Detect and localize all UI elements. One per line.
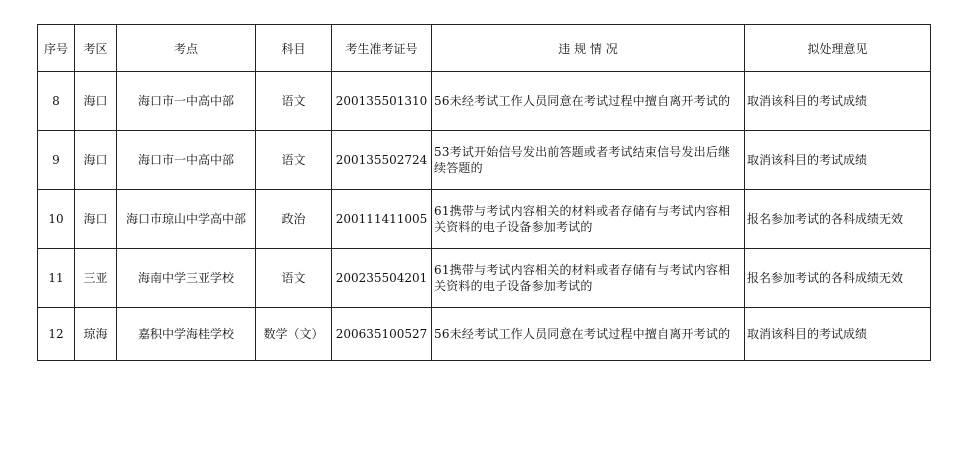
header-exam-site: 考点	[117, 25, 256, 72]
cell-seq: 12	[38, 308, 75, 361]
cell-seq: 9	[38, 131, 75, 190]
cell-seq: 8	[38, 72, 75, 131]
table-row	[38, 131, 931, 190]
cell-exam-area: 三亚	[75, 249, 117, 308]
cell-exam-area: 海口	[75, 72, 117, 131]
table-row	[38, 72, 931, 131]
cell-exam-area: 琼海	[75, 308, 117, 361]
cell-exam-site: 海南中学三亚学校	[117, 249, 256, 308]
table-row	[38, 190, 931, 249]
cell-proposed-action: 取消该科目的考试成绩	[745, 72, 931, 131]
cell-violation: 53考试开始信号发出前答题或者考试结束信号发出后继续答题的	[432, 131, 745, 190]
table-header-row	[38, 25, 931, 72]
cell-ticket-number: 200635100527	[332, 308, 432, 361]
cell-exam-site: 海口市琼山中学高中部	[117, 190, 256, 249]
cell-violation: 61携带与考试内容相关的材料或者存储有与考试内容相关资料的电子设备参加考试的	[432, 190, 745, 249]
cell-violation: 61携带与考试内容相关的材料或者存储有与考试内容相关资料的电子设备参加考试的	[432, 249, 745, 308]
cell-exam-site: 海口市一中高中部	[117, 72, 256, 131]
cell-exam-site: 海口市一中高中部	[117, 131, 256, 190]
cell-exam-area: 海口	[75, 131, 117, 190]
cell-seq: 10	[38, 190, 75, 249]
header-subject: 科目	[256, 25, 332, 72]
cell-ticket-number: 200135501310	[332, 72, 432, 131]
cell-proposed-action: 报名参加考试的各科成绩无效	[745, 190, 931, 249]
cell-subject: 政治	[256, 190, 332, 249]
cell-violation: 56未经考试工作人员同意在考试过程中擅自离开考试的	[432, 308, 745, 361]
header-proposed-action: 拟处理意见	[745, 25, 931, 72]
cell-seq: 11	[38, 249, 75, 308]
cell-ticket-number: 200111411005	[332, 190, 432, 249]
cell-subject: 语文	[256, 249, 332, 308]
cell-proposed-action: 取消该科目的考试成绩	[745, 131, 931, 190]
table-row	[38, 308, 931, 361]
cell-ticket-number: 200235504201	[332, 249, 432, 308]
cell-violation: 56未经考试工作人员同意在考试过程中擅自离开考试的	[432, 72, 745, 131]
cell-subject: 语文	[256, 72, 332, 131]
header-ticket-number: 考生准考证号	[332, 25, 432, 72]
cell-exam-area: 海口	[75, 190, 117, 249]
violations-table	[37, 24, 931, 361]
table-row	[38, 249, 931, 308]
cell-subject: 数学（文）	[256, 308, 332, 361]
cell-exam-site: 嘉积中学海桂学校	[117, 308, 256, 361]
cell-proposed-action: 取消该科目的考试成绩	[745, 308, 931, 361]
header-violation: 违 规 情 况	[432, 25, 745, 72]
cell-subject: 语文	[256, 131, 332, 190]
cell-proposed-action: 报名参加考试的各科成绩无效	[745, 249, 931, 308]
header-exam-area: 考区	[75, 25, 117, 72]
cell-ticket-number: 200135502724	[332, 131, 432, 190]
header-seq: 序号	[38, 25, 75, 72]
